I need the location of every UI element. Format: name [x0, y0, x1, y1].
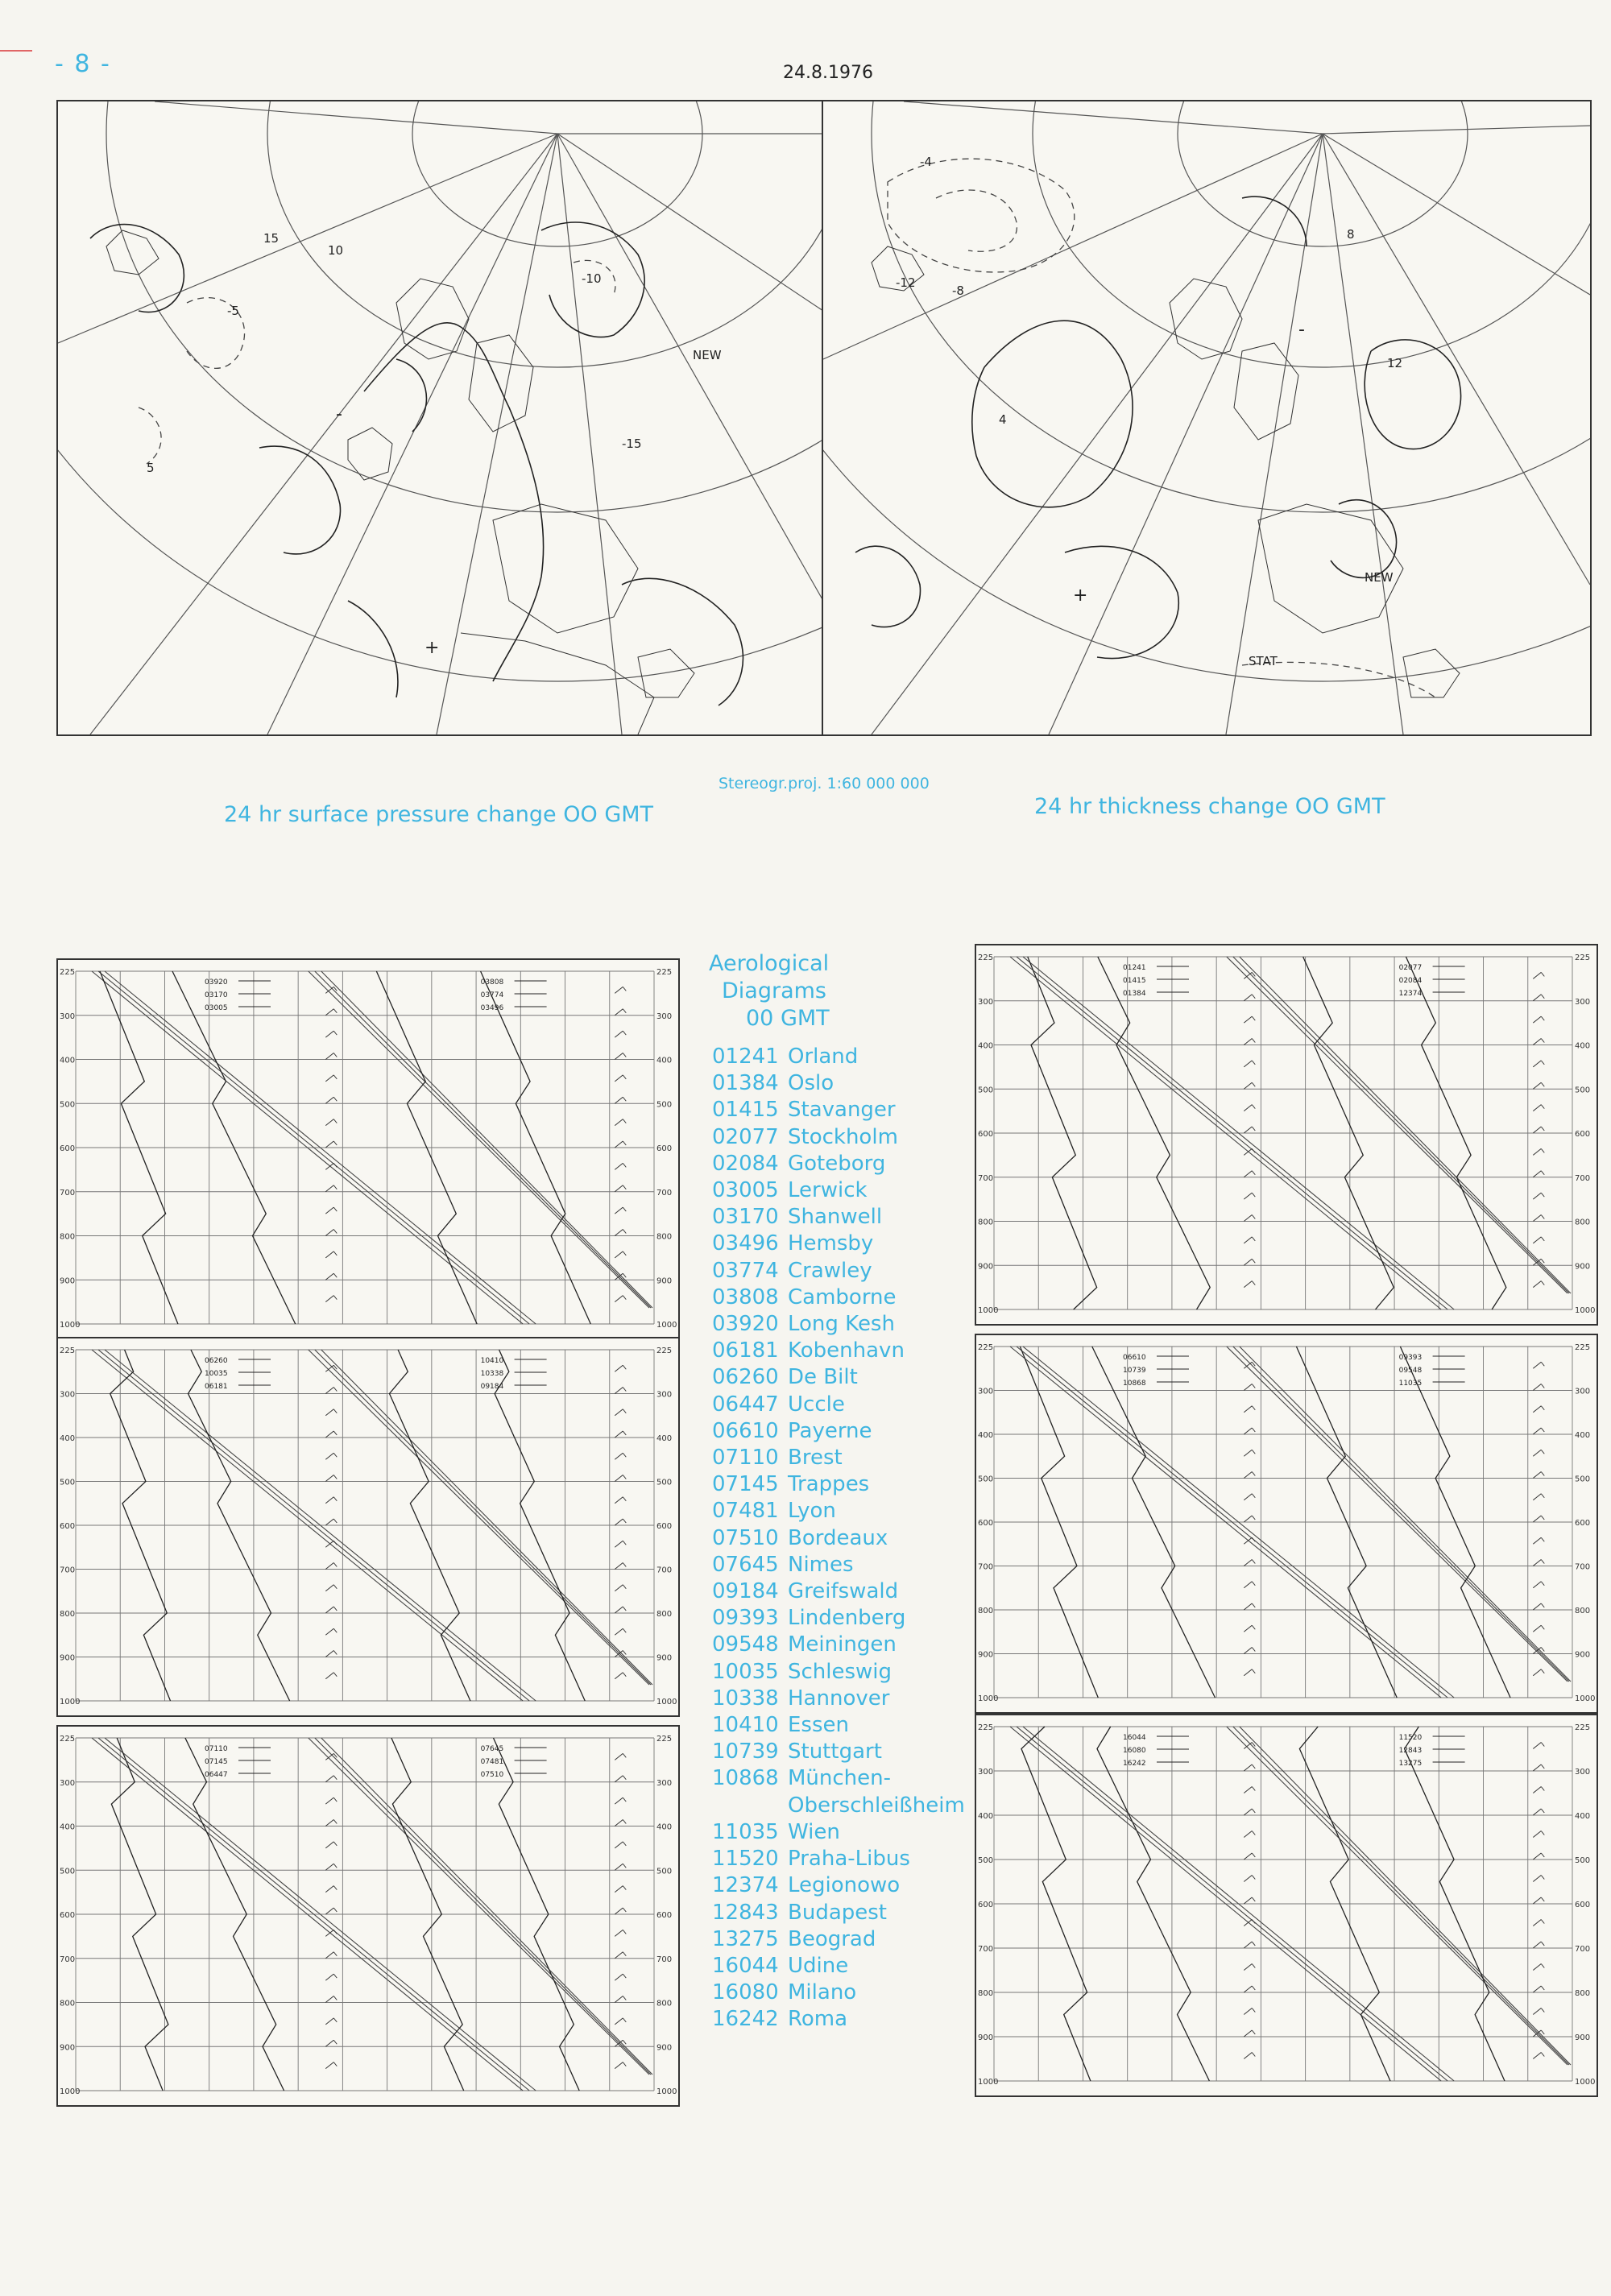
pressure-level-label: 600: [1575, 1130, 1591, 1139]
station-code: 13275: [712, 1926, 779, 1951]
station-code: 10410: [712, 1713, 779, 1738]
pressure-level-label: 500: [978, 1086, 994, 1095]
diagram-station-id: 01415: [1123, 977, 1146, 985]
station-code: 10868: [712, 1766, 779, 1791]
station-code: 16080: [712, 1980, 779, 2005]
diagram-station-id: 06610: [1123, 1354, 1146, 1362]
station-name: Praha-Libus: [788, 1847, 910, 1872]
pressure-level-label: 225: [978, 1723, 994, 1732]
station-name: Essen: [788, 1713, 849, 1738]
station-item: [712, 1765, 965, 1818]
station-item: [712, 1231, 965, 1257]
left-map-label-5: 5: [147, 461, 155, 475]
station-name: Crawley: [788, 1258, 872, 1283]
pressure-level-label: 500: [1575, 1086, 1591, 1095]
pressure-level-label: 1000: [656, 1321, 677, 1330]
aerological-diagram-drawing: [58, 1727, 678, 2105]
pressure-level-label: 900: [1575, 1650, 1591, 1660]
station-name: Shanwell: [788, 1205, 883, 1230]
pressure-level-label: 600: [1575, 1901, 1591, 1909]
station-name: Lindenberg: [788, 1606, 906, 1631]
left-map-label-neg10: -10: [582, 271, 602, 286]
pressure-level-label: 700: [1575, 1173, 1591, 1183]
station-name: Greifswald: [788, 1579, 899, 1604]
pressure-level-label: 1000: [60, 1321, 81, 1330]
pressure-level-label: 800: [1575, 1218, 1591, 1227]
diagram-station-id: 06447: [205, 1771, 228, 1779]
projection-note: Stereogr.proj. 1:60 000 000: [719, 775, 930, 792]
diagram-station-id: 03005: [205, 1004, 228, 1012]
page-number: - 8 -: [55, 50, 111, 78]
station-code: 02077: [712, 1124, 779, 1149]
diagram-station-id: 10035: [205, 1370, 228, 1378]
station-code: 03808: [712, 1285, 779, 1309]
pressure-level-label: 600: [60, 1911, 76, 1920]
station-item: [712, 1525, 965, 1552]
pressure-level-label: 225: [1575, 1723, 1591, 1732]
pressure-level-label: 900: [656, 1653, 673, 1663]
page-date: 24.8.1976: [783, 63, 873, 83]
station-item: [712, 1151, 965, 1177]
diagram-station-id: 16080: [1123, 1747, 1146, 1755]
pressure-level-label: 1000: [1575, 1306, 1596, 1315]
diagram-station-id: 03496: [480, 1004, 504, 1012]
station-name: Roma: [788, 2007, 848, 2032]
station-name: Goteborg: [788, 1151, 886, 1176]
thickness-caption: 24 hr thickness change OO GMT: [1034, 794, 1385, 819]
pressure-level-label: 500: [656, 1100, 673, 1110]
pressure-level-label: 800: [978, 1989, 994, 1998]
pressure-level-label: 300: [60, 1390, 76, 1400]
left-map-label-new: NEW: [693, 348, 722, 362]
pressure-level-label: 900: [60, 1276, 76, 1286]
right-map-label-new: NEW: [1365, 570, 1394, 585]
pressure-level-label: 225: [60, 968, 76, 977]
diagram-station-id: 06181: [205, 1383, 228, 1391]
station-item: [712, 1204, 965, 1231]
station-item: [712, 1177, 965, 1204]
pressure-level-label: 700: [60, 1566, 76, 1575]
pressure-level-label: 500: [60, 1100, 76, 1110]
pressure-level-label: 300: [60, 1011, 76, 1021]
station-name: Beograd: [788, 1926, 876, 1951]
station-code: 10338: [712, 1686, 779, 1711]
pressure-level-label: 800: [60, 1232, 76, 1242]
pressure-level-label: 400: [1575, 1812, 1591, 1821]
aerological-diagram-drawing: [58, 1338, 678, 1715]
station-code: 07481: [712, 1499, 779, 1524]
station-item: [712, 1926, 965, 1953]
pressure-level-label: 500: [978, 1475, 994, 1484]
pressure-level-label: 300: [656, 1778, 673, 1788]
station-code: 09548: [712, 1632, 779, 1657]
pressure-level-label: 700: [60, 1188, 76, 1198]
aerological-diagram-2: [56, 1337, 680, 1717]
station-item: [712, 2006, 965, 2033]
station-item: [712, 1311, 965, 1338]
station-name: Kobenhavn: [788, 1338, 905, 1363]
station-item: [712, 1392, 965, 1418]
thickness-change-map: [822, 100, 1592, 736]
station-code: 11520: [712, 1847, 779, 1872]
pressure-level-label: 225: [1575, 1343, 1591, 1352]
pressure-level-label: 1000: [60, 2087, 81, 2096]
aerological-diagram-drawing: [976, 945, 1597, 1324]
station-name: Udine: [788, 1953, 849, 1978]
station-name: Trappes: [788, 1472, 870, 1497]
station-item: [712, 1953, 965, 1980]
station-code: 12374: [712, 1873, 779, 1898]
right-map-label-12: 12: [1387, 356, 1403, 370]
station-item: [712, 1900, 965, 1926]
station-name: Bordeaux: [788, 1525, 888, 1550]
station-name: De Bilt: [788, 1365, 858, 1390]
right-map-label-neg12: -12: [896, 275, 916, 290]
pressure-level-label: 1000: [978, 1694, 999, 1703]
pressure-level-label: 700: [60, 1955, 76, 1964]
station-code: 12843: [712, 1900, 779, 1925]
pressure-level-label: 900: [978, 1262, 994, 1272]
station-name: Oslo: [788, 1071, 834, 1096]
pressure-level-label: 1000: [1575, 2078, 1596, 2087]
aerological-diagram-drawing: [976, 1715, 1597, 2095]
station-code: 16242: [712, 2007, 779, 2032]
pressure-level-label: 400: [978, 1431, 994, 1440]
station-item: [712, 1285, 965, 1311]
pressure-level-label: 900: [978, 2033, 994, 2042]
station-item: [712, 1258, 965, 1285]
right-map-label-neg4: -4: [920, 155, 932, 169]
right-map-label-stat: STAT: [1249, 654, 1278, 668]
pressure-level-label: 400: [1575, 1041, 1591, 1051]
pressure-level-label: 1000: [1575, 1694, 1596, 1703]
pressure-level-label: 900: [978, 1650, 994, 1660]
pressure-level-label: 800: [60, 1610, 76, 1619]
pressure-level-label: 600: [978, 1519, 994, 1528]
station-item: [712, 1364, 965, 1391]
pressure-level-label: 700: [978, 1562, 994, 1572]
station-item: [712, 1846, 965, 1872]
station-item: [712, 1471, 965, 1498]
pressure-level-label: 400: [60, 1822, 76, 1832]
surface-pressure-map-drawing: [58, 101, 823, 734]
pressure-level-label: 1000: [60, 1698, 81, 1706]
legend-title-line-3: 00 GMT: [746, 1006, 830, 1031]
station-code: 10739: [712, 1740, 779, 1764]
diagram-station-id: 07510: [480, 1771, 504, 1779]
station-item: [712, 1605, 965, 1632]
station-name: Milano: [788, 1980, 857, 2005]
pressure-level-label: 800: [656, 1610, 673, 1619]
diagram-station-id: 10410: [480, 1357, 504, 1365]
station-code: 01384: [712, 1071, 779, 1096]
pressure-level-label: 500: [1575, 1475, 1591, 1484]
pressure-level-label: 900: [1575, 2033, 1591, 2042]
station-code: 03005: [712, 1178, 779, 1203]
pressure-level-label: 700: [1575, 1945, 1591, 1954]
station-code: 02084: [712, 1151, 779, 1176]
aerological-diagram-drawing: [976, 1335, 1597, 1712]
pressure-level-label: 300: [1575, 997, 1591, 1007]
pressure-level-label: 300: [978, 997, 994, 1007]
station-code: 03774: [712, 1258, 779, 1283]
diagram-station-id: 13275: [1398, 1760, 1423, 1768]
aerological-diagram-drawing: [58, 960, 678, 1338]
pressure-level-label: 300: [656, 1011, 673, 1021]
diagram-station-id: 03808: [480, 978, 504, 987]
station-item: [712, 1659, 965, 1686]
aerological-legend-title: [709, 950, 830, 1032]
station-name: Wien: [788, 1819, 840, 1844]
station-item: [712, 1980, 965, 2006]
pressure-level-label: 700: [1575, 1562, 1591, 1572]
pressure-level-label: 500: [656, 1478, 673, 1487]
station-item: [712, 1686, 965, 1712]
station-name: Long Kesh: [788, 1312, 895, 1337]
diagram-station-id: 03170: [205, 991, 228, 999]
diagram-station-id: 10739: [1123, 1367, 1146, 1375]
pressure-level-label: 1000: [656, 1698, 677, 1706]
station-name: Budapest: [788, 1900, 887, 1925]
station-name: Schleswig: [788, 1659, 892, 1684]
pressure-level-label: 500: [656, 1867, 673, 1876]
station-code: 03170: [712, 1205, 779, 1230]
pressure-level-label: 500: [978, 1856, 994, 1865]
pressure-level-label: 1000: [656, 2087, 677, 2096]
station-code: 06260: [712, 1365, 779, 1390]
legend-title-line-1: Aerological: [709, 951, 830, 976]
station-item: [712, 1578, 965, 1605]
pressure-level-label: 800: [978, 1607, 994, 1615]
diagram-station-id: 07481: [480, 1758, 504, 1766]
pressure-level-label: 500: [60, 1867, 76, 1876]
pressure-level-label: 600: [1575, 1519, 1591, 1528]
right-map-label-neg8: -8: [952, 283, 964, 298]
pressure-level-label: 600: [656, 1144, 673, 1153]
station-name: Orland: [788, 1045, 859, 1069]
pressure-level-label: 900: [60, 2043, 76, 2053]
page-edge-mark: [0, 50, 32, 52]
diagram-station-id: 10868: [1123, 1380, 1146, 1388]
diagram-station-id: 09393: [1398, 1354, 1423, 1362]
station-code: 01241: [712, 1045, 779, 1069]
pressure-level-label: 225: [656, 1347, 673, 1355]
pressure-level-label: 400: [60, 1434, 76, 1443]
pressure-level-label: 900: [1575, 1262, 1591, 1272]
pressure-level-label: 700: [656, 1188, 673, 1198]
pressure-level-label: 225: [978, 1343, 994, 1352]
legend-title-line-2: Diagrams: [722, 978, 826, 1003]
pressure-level-label: 400: [656, 1434, 673, 1443]
station-code: 03920: [712, 1312, 779, 1337]
pressure-level-label: 300: [978, 1387, 994, 1396]
station-item: [712, 1070, 965, 1097]
station-item: [712, 1872, 965, 1899]
pressure-level-label: 700: [978, 1945, 994, 1954]
surface-pressure-caption: 24 hr surface pressure change OO GMT: [224, 802, 654, 827]
station-item: [712, 1498, 965, 1524]
diagram-station-id: 02084: [1398, 977, 1423, 985]
pressure-level-label: 400: [656, 1056, 673, 1065]
station-item: [712, 1712, 965, 1739]
aerological-diagram-4: [975, 944, 1598, 1326]
station-code: 16044: [712, 1953, 779, 1978]
pressure-level-label: 800: [978, 1218, 994, 1227]
station-code: 03496: [712, 1231, 779, 1256]
pressure-level-label: 600: [656, 1911, 673, 1920]
pressure-level-label: 600: [60, 1522, 76, 1531]
pressure-level-label: 600: [656, 1522, 673, 1531]
pressure-level-label: 800: [1575, 1989, 1591, 1998]
diagram-station-id: 07145: [205, 1758, 228, 1766]
station-item: [712, 1632, 965, 1658]
pressure-level-label: 225: [978, 954, 994, 962]
pressure-level-label: 225: [656, 1735, 673, 1744]
pressure-level-label: 600: [978, 1130, 994, 1139]
station-code: 07145: [712, 1472, 779, 1497]
station-name: Stuttgart: [788, 1740, 882, 1764]
left-map-label-15: 15: [263, 231, 280, 246]
station-item: [712, 1124, 965, 1151]
station-item: [712, 1445, 965, 1471]
station-name: Meiningen: [788, 1632, 897, 1657]
diagram-station-id: 09548: [1398, 1367, 1423, 1375]
station-code: 01415: [712, 1098, 779, 1123]
pressure-level-label: 1000: [978, 1306, 999, 1315]
pressure-level-label: 400: [60, 1056, 76, 1065]
pressure-level-label: 500: [60, 1478, 76, 1487]
pressure-level-label: 800: [1575, 1607, 1591, 1615]
station-item: [712, 1044, 965, 1070]
station-name-continuation: Oberschleißheim: [788, 1793, 965, 1818]
station-name: Camborne: [788, 1285, 897, 1309]
station-name: Uccle: [788, 1392, 845, 1417]
pressure-level-label: 300: [656, 1390, 673, 1400]
station-code: 07510: [712, 1525, 779, 1550]
diagram-station-id: 03920: [205, 978, 228, 987]
diagram-station-id: 07645: [480, 1745, 504, 1753]
diagram-station-id: 01384: [1123, 990, 1146, 998]
diagram-station-id: 07110: [205, 1745, 228, 1753]
pressure-level-label: 300: [978, 1768, 994, 1777]
pressure-level-label: 700: [656, 1955, 673, 1964]
station-item: [712, 1552, 965, 1578]
station-name: München-: [788, 1766, 892, 1791]
aerological-diagram-1: [56, 958, 680, 1340]
station-code: 06447: [712, 1392, 779, 1417]
station-code: 10035: [712, 1659, 779, 1684]
station-item: [712, 1338, 965, 1364]
station-name: Hemsby: [788, 1231, 874, 1256]
pressure-level-label: 400: [656, 1822, 673, 1832]
station-code: 11035: [712, 1819, 779, 1844]
diagram-station-id: 10338: [480, 1370, 504, 1378]
pressure-level-label: 300: [1575, 1387, 1591, 1396]
pressure-level-label: 900: [656, 1276, 673, 1286]
pressure-level-label: 700: [978, 1173, 994, 1183]
pressure-level-label: 225: [656, 968, 673, 977]
station-code: 07110: [712, 1446, 779, 1471]
diagram-station-id: 16242: [1123, 1760, 1146, 1768]
thickness-map-drawing: [823, 101, 1590, 734]
pressure-level-label: 400: [978, 1041, 994, 1051]
pressure-level-label: 800: [656, 1232, 673, 1242]
right-map-label-8: 8: [1347, 227, 1355, 242]
station-code: 06181: [712, 1338, 779, 1363]
pressure-level-label: 900: [60, 1653, 76, 1663]
station-item: [712, 1819, 965, 1846]
left-map-high-marker: +: [424, 638, 440, 658]
station-name: Legionowo: [788, 1873, 901, 1898]
pressure-level-label: 800: [656, 1999, 673, 2008]
diagram-station-id: 01241: [1123, 964, 1146, 972]
diagram-station-id: 16044: [1123, 1734, 1146, 1742]
left-map-low-marker: -: [336, 404, 342, 424]
station-name: Brest: [788, 1446, 843, 1471]
diagram-station-id: 11035: [1398, 1380, 1423, 1388]
pressure-level-label: 700: [656, 1566, 673, 1575]
station-item: [712, 1418, 965, 1445]
pressure-level-label: 400: [978, 1812, 994, 1821]
pressure-level-label: 225: [1575, 954, 1591, 962]
station-code: 09393: [712, 1606, 779, 1631]
station-code: 06610: [712, 1418, 779, 1443]
aerological-diagram-5: [975, 1334, 1598, 1714]
pressure-level-label: 800: [60, 1999, 76, 2008]
pressure-level-label: 1000: [978, 2078, 999, 2087]
aerological-diagram-3: [56, 1725, 680, 2107]
station-name: Hannover: [788, 1686, 890, 1711]
right-map-high-marker: +: [1073, 585, 1088, 606]
station-list: [712, 1044, 965, 2033]
station-item: [712, 1097, 965, 1123]
diagram-station-id: 06260: [205, 1357, 228, 1365]
pressure-level-label: 300: [60, 1778, 76, 1788]
station-item: [712, 1739, 965, 1765]
diagram-station-id: 02077: [1398, 964, 1423, 972]
pressure-level-label: 600: [978, 1901, 994, 1909]
right-map-label-4: 4: [999, 412, 1007, 427]
pressure-level-label: 400: [1575, 1431, 1591, 1440]
diagram-station-id: 09184: [480, 1383, 504, 1391]
station-name: Lerwick: [788, 1178, 868, 1203]
station-name: Nimes: [788, 1552, 854, 1577]
station-name: Stavanger: [788, 1098, 896, 1123]
left-map-label-neg15: -15: [622, 436, 642, 451]
diagram-station-id: 03774: [480, 991, 504, 999]
station-code: 07645: [712, 1552, 779, 1577]
left-map-label-neg5: -5: [227, 304, 239, 318]
station-code: 09184: [712, 1579, 779, 1604]
diagram-station-id: 12843: [1398, 1747, 1423, 1755]
pressure-level-label: 600: [60, 1144, 76, 1153]
right-map-low-marker: -: [1298, 320, 1305, 340]
left-map-label-10: 10: [328, 243, 344, 258]
diagram-station-id: 12374: [1398, 990, 1423, 998]
pressure-level-label: 225: [60, 1347, 76, 1355]
diagram-station-id: 11520: [1398, 1734, 1423, 1742]
station-name: Stockholm: [788, 1124, 898, 1149]
station-name: Payerne: [788, 1418, 872, 1443]
surface-pressure-change-map: [56, 100, 825, 736]
pressure-level-label: 300: [1575, 1768, 1591, 1777]
pressure-level-label: 225: [60, 1735, 76, 1744]
pressure-level-label: 900: [656, 2043, 673, 2053]
pressure-level-label: 500: [1575, 1856, 1591, 1865]
station-name: Lyon: [788, 1499, 836, 1524]
aerological-diagram-6: [975, 1714, 1598, 2097]
